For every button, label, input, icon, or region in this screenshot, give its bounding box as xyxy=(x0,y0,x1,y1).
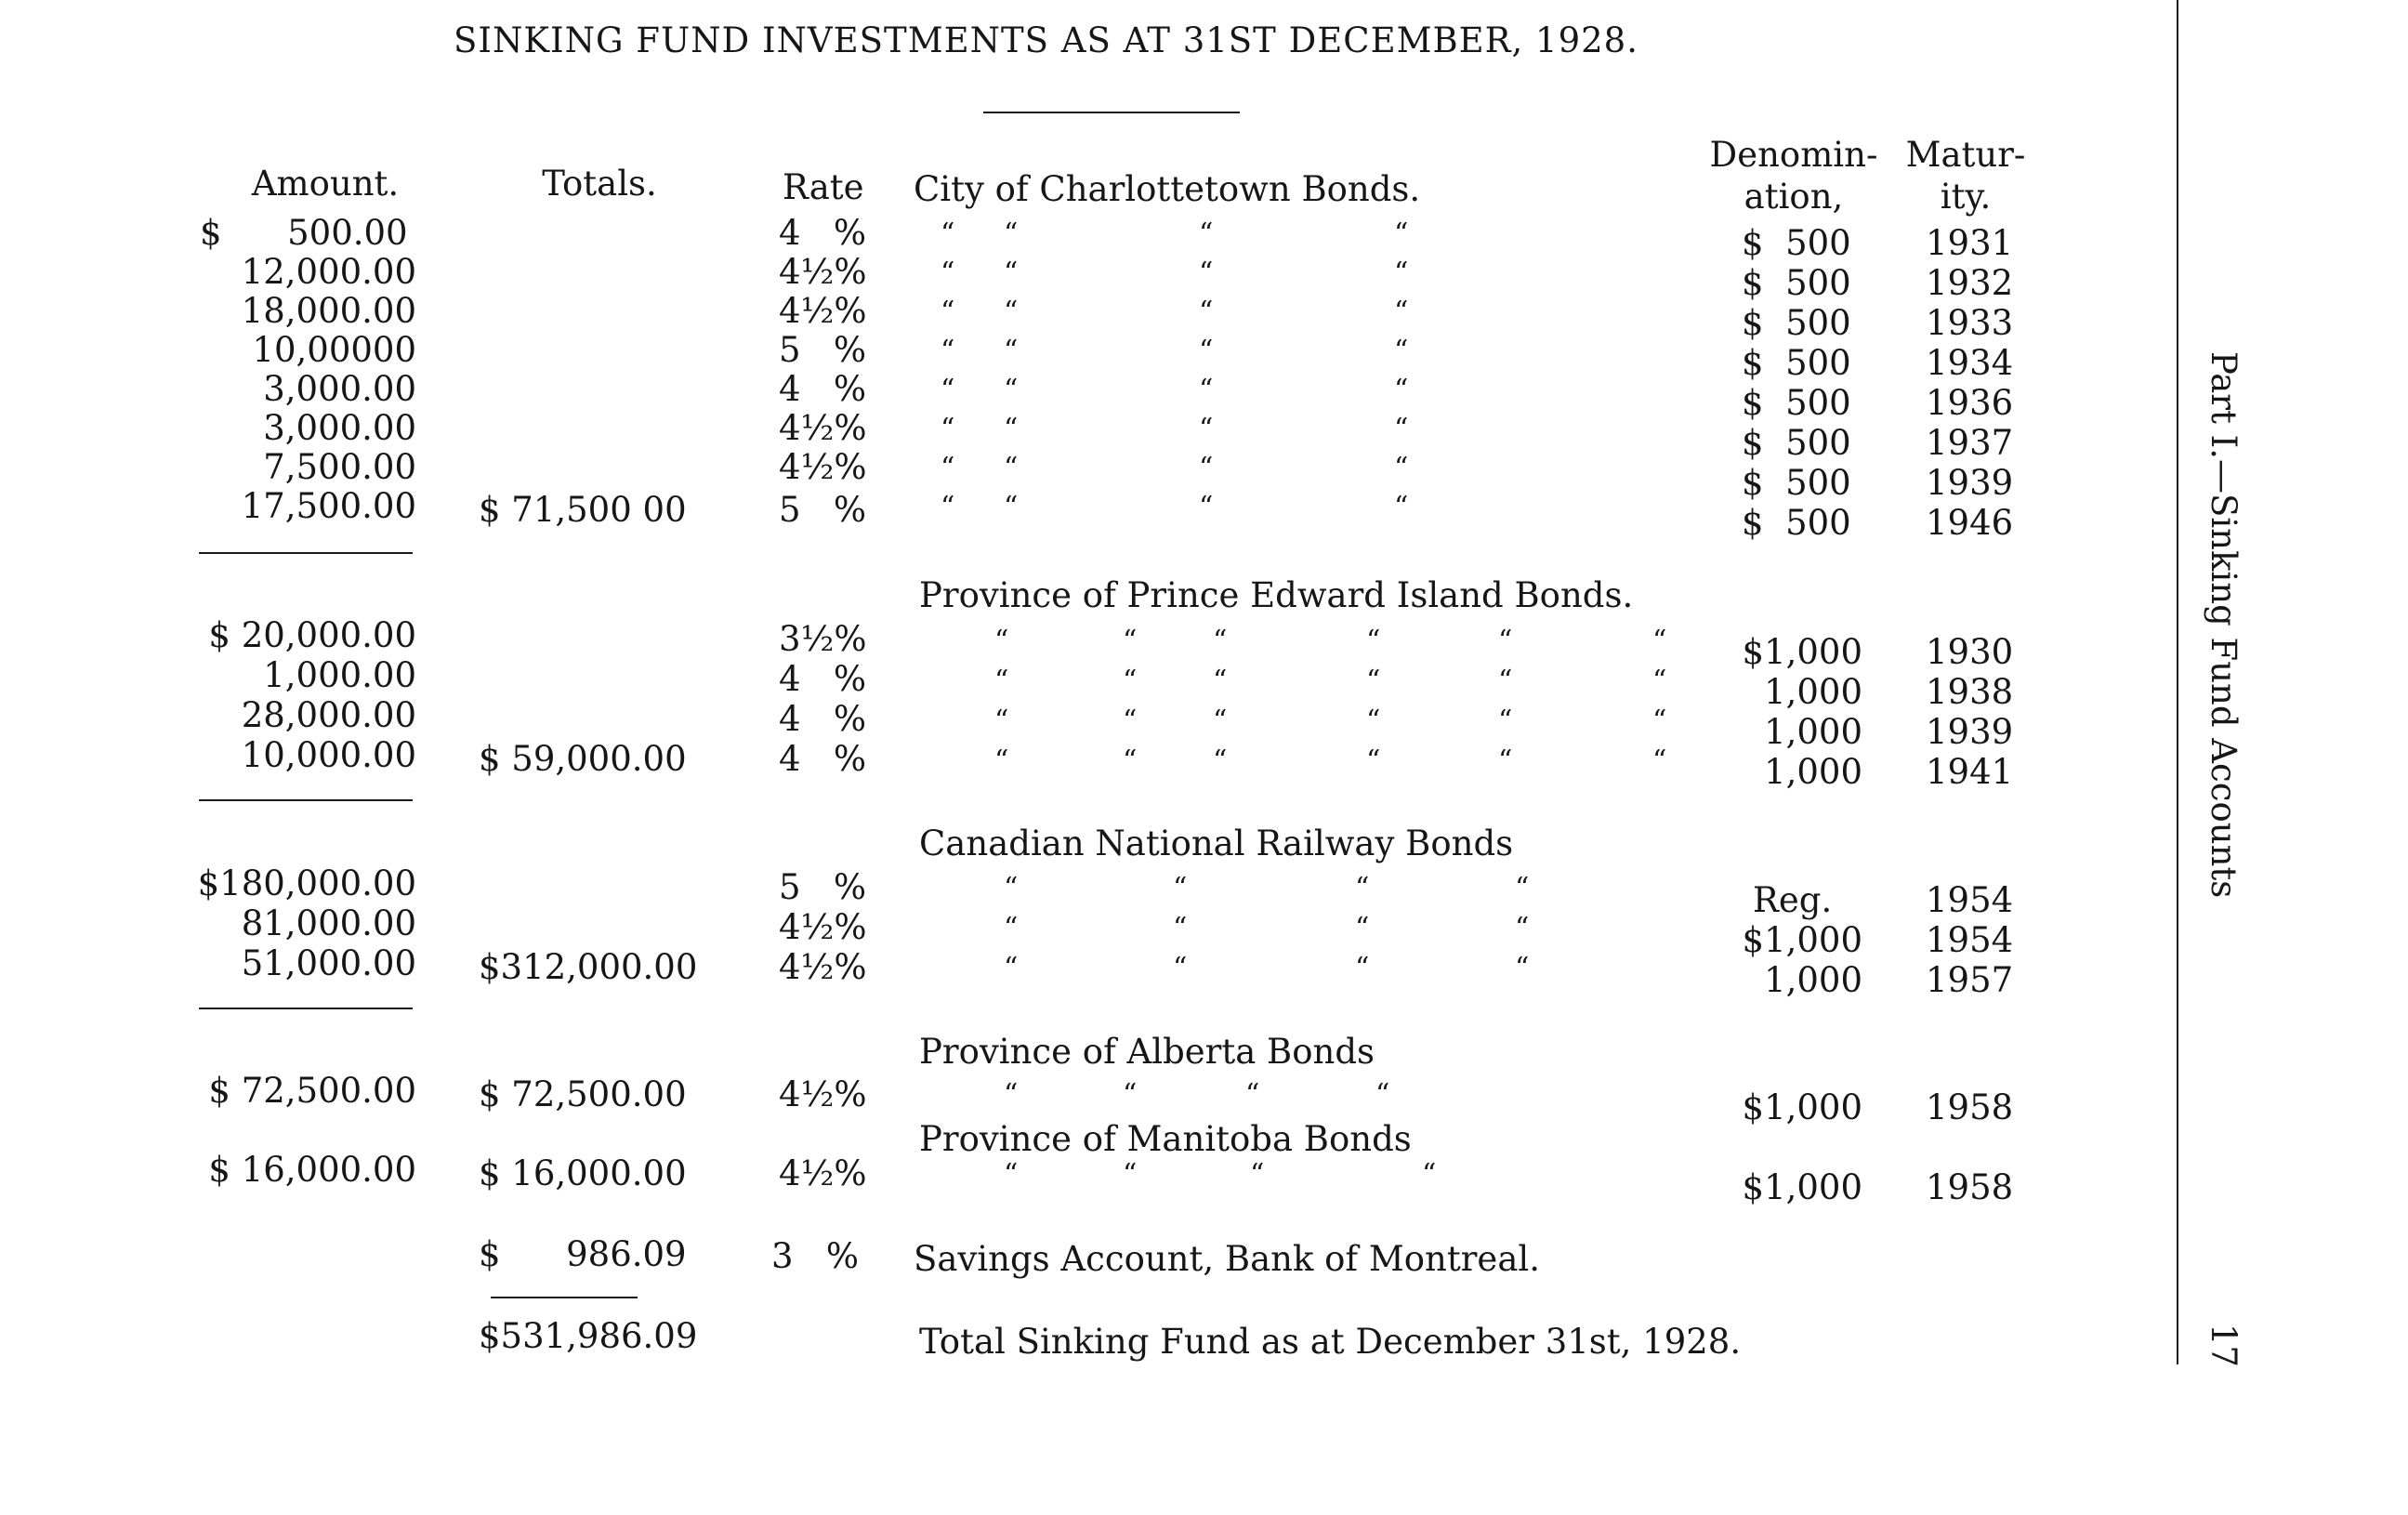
ditto-mark: “ xyxy=(1004,912,1019,944)
ditto-mark: “ xyxy=(1498,744,1513,777)
ditto-mark: “ xyxy=(994,665,1009,697)
ditto-mark: “ xyxy=(1394,296,1409,328)
ditto-mark: “ xyxy=(1355,872,1370,904)
denomination-cell: $1,000 xyxy=(1742,920,1862,960)
maturity-cell: 1934 xyxy=(1926,343,2014,383)
ditto-mark: “ xyxy=(1004,872,1019,904)
ditto-mark: “ xyxy=(1394,491,1409,523)
ditto-mark: “ xyxy=(1004,413,1019,445)
amount-cell: 17,500.00 xyxy=(241,486,416,526)
ditto-mark: “ xyxy=(1250,1158,1265,1191)
ditto-mark: “ xyxy=(1004,374,1019,406)
ditto-mark: “ xyxy=(941,296,955,328)
running-head: Part I.—Sinking Fund Accounts xyxy=(2204,351,2244,899)
ditto-mark: “ xyxy=(1004,296,1019,328)
total-cell: $ 72,500.00 xyxy=(479,1074,687,1114)
ditto-mark: “ xyxy=(1213,625,1228,657)
amount-cell: 1,000.00 xyxy=(263,655,416,695)
maturity-header-2: ity. xyxy=(1940,177,1992,217)
ditto-mark: “ xyxy=(1199,452,1214,484)
ditto-mark: “ xyxy=(994,705,1009,737)
ditto-mark: “ xyxy=(941,452,955,484)
rate-cell: 4½% xyxy=(779,1153,867,1193)
denomination-cell: $ 500 xyxy=(1742,383,1851,423)
ditto-mark: “ xyxy=(1422,1158,1437,1191)
page-number: 17 xyxy=(2204,1324,2244,1368)
denomination-cell: $ 500 xyxy=(1742,223,1851,263)
rate-cell: 4 % xyxy=(779,699,866,739)
denomination-cell: $1,000 xyxy=(1742,632,1862,672)
section-heading: Province of Manitoba Bonds xyxy=(919,1119,1412,1159)
rate-cell: 5 % xyxy=(779,490,866,530)
denomination-cell: 1,000 xyxy=(1764,960,1862,1000)
ditto-mark: “ xyxy=(1355,912,1370,944)
ditto-mark: “ xyxy=(1394,413,1409,445)
ditto-mark: “ xyxy=(1355,952,1370,984)
ditto-mark: “ xyxy=(1652,665,1667,697)
rate-cell: 4½% xyxy=(779,907,867,947)
ditto-mark: “ xyxy=(941,335,955,367)
ditto-mark: “ xyxy=(1173,912,1188,944)
ditto-mark: “ xyxy=(1199,335,1214,367)
amount-cell: 10,00000 xyxy=(252,330,416,370)
denomination-cell: 1,000 xyxy=(1764,672,1862,712)
rate-cell: 5 % xyxy=(779,330,866,370)
maturity-cell: 1939 xyxy=(1926,463,2014,503)
maturity-cell: 1930 xyxy=(1926,632,2014,672)
page-title: SINKING FUND INVESTMENTS AS AT 31ST DECEMBER, 1928. xyxy=(454,20,1638,60)
ditto-mark: “ xyxy=(1199,296,1214,328)
ditto-mark: “ xyxy=(1123,1158,1138,1191)
ditto-mark: “ xyxy=(1123,665,1138,697)
ditto-mark: “ xyxy=(1394,374,1409,406)
ditto-mark: “ xyxy=(1652,625,1667,657)
total-cell: $312,000.00 xyxy=(479,947,698,987)
ditto-mark: “ xyxy=(1004,1078,1019,1111)
ditto-mark: “ xyxy=(1004,217,1019,250)
rate-cell: 4½% xyxy=(779,947,867,987)
ditto-mark: “ xyxy=(1213,744,1228,777)
total-rule xyxy=(491,1297,638,1298)
amount-cell: $ 16,000.00 xyxy=(208,1150,416,1190)
amount-cell: 28,000.00 xyxy=(241,695,416,735)
ditto-mark: “ xyxy=(1366,705,1381,737)
ditto-mark: “ xyxy=(1123,744,1138,777)
ditto-mark: “ xyxy=(1199,413,1214,445)
maturity-cell: 1941 xyxy=(1926,752,2014,792)
denomination-cell: $1,000 xyxy=(1742,1087,1862,1127)
maturity-header-1: Matur- xyxy=(1905,135,2026,175)
ditto-mark: “ xyxy=(1515,912,1530,944)
maturity-cell: 1958 xyxy=(1926,1167,2014,1207)
section-rule xyxy=(199,552,413,554)
denomination-cell: $ 500 xyxy=(1742,343,1851,383)
denomination-cell: $ 500 xyxy=(1742,423,1851,463)
rate-cell: 4½% xyxy=(779,408,867,448)
ditto-mark: “ xyxy=(1199,374,1214,406)
amount-cell: 12,000.00 xyxy=(241,252,416,292)
ditto-mark: “ xyxy=(1498,665,1513,697)
section-heading: Province of Prince Edward Island Bonds. xyxy=(919,575,1634,615)
ditto-mark: “ xyxy=(1245,1078,1260,1111)
amount-cell: 7,500.00 xyxy=(263,447,416,487)
denomination-cell: $1,000 xyxy=(1742,1167,1862,1207)
ditto-mark: “ xyxy=(941,491,955,523)
ditto-mark: “ xyxy=(994,625,1009,657)
section-heading: Province of Alberta Bonds xyxy=(919,1032,1375,1072)
rate-cell: 4 % xyxy=(779,213,866,253)
ditto-mark: “ xyxy=(1199,217,1214,250)
ditto-mark: “ xyxy=(1366,625,1381,657)
denomination-header-2: ation, xyxy=(1743,177,1844,217)
denomination-cell: $ 500 xyxy=(1742,503,1851,543)
ditto-mark: “ xyxy=(1004,452,1019,484)
ditto-mark: “ xyxy=(994,744,1009,777)
denomination-cell: Reg. xyxy=(1753,880,1833,920)
section-rule xyxy=(199,799,413,801)
ditto-mark: “ xyxy=(941,257,955,289)
maturity-cell: 1936 xyxy=(1926,383,2014,423)
rate-cell: 4 % xyxy=(779,739,866,779)
ditto-mark: “ xyxy=(1652,744,1667,777)
total-cell: $ 16,000.00 xyxy=(479,1153,687,1193)
ditto-mark: “ xyxy=(1394,257,1409,289)
ditto-mark: “ xyxy=(1004,491,1019,523)
ditto-mark: “ xyxy=(1394,335,1409,367)
ditto-mark: “ xyxy=(1004,952,1019,984)
rate-cell: 3½% xyxy=(779,619,867,659)
ditto-mark: “ xyxy=(1123,1078,1138,1111)
maturity-cell: 1946 xyxy=(1926,503,2014,543)
ditto-mark: “ xyxy=(1173,872,1188,904)
amount-header: Amount. xyxy=(251,164,400,204)
ditto-mark: “ xyxy=(1004,335,1019,367)
maturity-cell: 1939 xyxy=(1926,712,2014,752)
amount-cell: 51,000.00 xyxy=(241,943,416,983)
amount-cell: 10,000.00 xyxy=(241,735,416,775)
ditto-mark: “ xyxy=(941,217,955,250)
ditto-mark: “ xyxy=(1173,952,1188,984)
ditto-mark: “ xyxy=(941,413,955,445)
amount-cell: $180,000.00 xyxy=(197,863,416,903)
rate-cell: 4½% xyxy=(779,291,867,331)
denomination-cell: $ 500 xyxy=(1742,263,1851,303)
rate-cell: 4½% xyxy=(779,1074,867,1114)
rate-header: Rate xyxy=(783,167,864,207)
maturity-cell: 1938 xyxy=(1926,672,2014,712)
rate-cell: 4 % xyxy=(779,659,866,699)
savings-rate: 3 % xyxy=(771,1236,859,1276)
rate-cell: 4½% xyxy=(779,252,867,292)
ditto-mark: “ xyxy=(1652,705,1667,737)
denomination-header-1: Denomin- xyxy=(1709,135,1878,175)
maturity-cell: 1957 xyxy=(1926,960,2014,1000)
ditto-mark: “ xyxy=(1515,872,1530,904)
title-rule xyxy=(983,112,1240,113)
denomination-cell: $ 500 xyxy=(1742,303,1851,343)
section-heading: City of Charlottetown Bonds. xyxy=(914,169,1421,209)
grand-total: $531,986.09 xyxy=(479,1316,698,1356)
maturity-cell: 1937 xyxy=(1926,423,2014,463)
maturity-cell: 1954 xyxy=(1926,880,2014,920)
total-cell: $ 59,000.00 xyxy=(479,739,687,779)
amount-cell: $ 500.00 xyxy=(200,213,408,253)
amount-cell: 3,000.00 xyxy=(263,408,416,448)
ditto-mark: “ xyxy=(1199,491,1214,523)
ditto-mark: “ xyxy=(1375,1078,1390,1111)
ditto-mark: “ xyxy=(1498,705,1513,737)
ditto-mark: “ xyxy=(1004,1158,1019,1191)
total-cell: $ 71,500 00 xyxy=(479,490,687,530)
denomination-cell: $ 500 xyxy=(1742,463,1851,503)
rate-cell: 4 % xyxy=(779,369,866,409)
rate-cell: 5 % xyxy=(779,867,866,907)
grand-total-description: Total Sinking Fund as at December 31st, 1928. xyxy=(919,1322,1742,1362)
section-heading: Canadian National Railway Bonds xyxy=(919,823,1514,863)
amount-cell: $ 72,500.00 xyxy=(208,1071,416,1111)
ditto-mark: “ xyxy=(1213,705,1228,737)
maturity-cell: 1932 xyxy=(1926,263,2014,303)
ditto-mark: “ xyxy=(941,374,955,406)
maturity-cell: 1958 xyxy=(1926,1087,2014,1127)
ditto-mark: “ xyxy=(1394,217,1409,250)
ditto-mark: “ xyxy=(1123,625,1138,657)
denomination-cell: 1,000 xyxy=(1764,712,1862,752)
ditto-mark: “ xyxy=(1004,257,1019,289)
section-rule xyxy=(199,1008,413,1009)
ditto-mark: “ xyxy=(1498,625,1513,657)
ditto-mark: “ xyxy=(1394,452,1409,484)
maturity-cell: 1933 xyxy=(1926,303,2014,343)
ditto-mark: “ xyxy=(1213,665,1228,697)
ditto-mark: “ xyxy=(1366,665,1381,697)
rate-cell: 4½% xyxy=(779,447,867,487)
amount-cell: 18,000.00 xyxy=(241,291,416,331)
maturity-cell: 1954 xyxy=(1926,920,2014,960)
savings-description: Savings Account, Bank of Montreal. xyxy=(914,1239,1540,1279)
savings-total: $ 986.09 xyxy=(479,1234,687,1274)
amount-cell: 81,000.00 xyxy=(241,903,416,943)
maturity-cell: 1931 xyxy=(1926,223,2014,263)
ditto-mark: “ xyxy=(1515,952,1530,984)
amount-cell: 3,000.00 xyxy=(263,369,416,409)
ditto-mark: “ xyxy=(1199,257,1214,289)
amount-cell: $ 20,000.00 xyxy=(208,615,416,655)
totals-header: Totals. xyxy=(542,164,657,204)
ditto-mark: “ xyxy=(1366,744,1381,777)
margin-rule xyxy=(2177,0,2178,1364)
denomination-cell: 1,000 xyxy=(1764,752,1862,792)
ditto-mark: “ xyxy=(1123,705,1138,737)
